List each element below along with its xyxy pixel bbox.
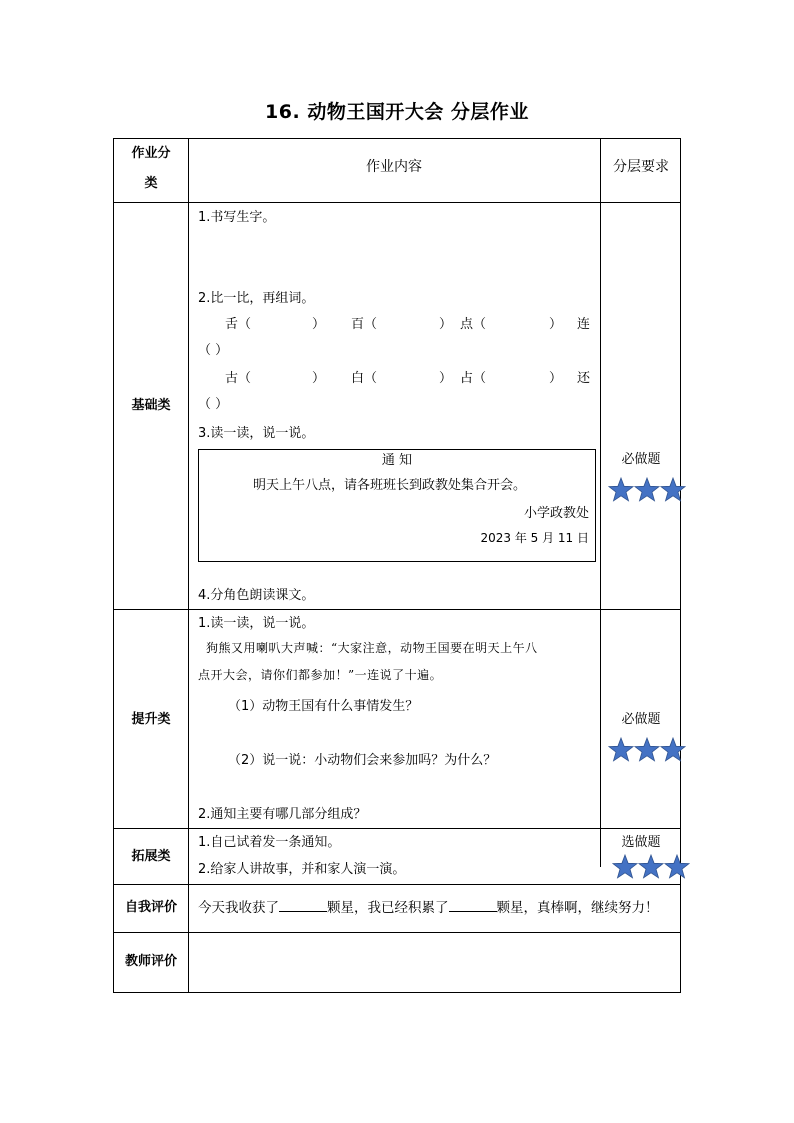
basic-requirement: 必做题 — [621, 452, 661, 467]
column-divider — [600, 139, 601, 867]
advanced-item-1: 1.读一读，说一说。 — [198, 616, 315, 631]
row-divider — [114, 884, 680, 885]
word-compare-row-2-cont: （ ） — [198, 397, 229, 412]
basic-item-2: 2.比一比，再组词。 — [198, 291, 315, 306]
star-count-blank[interactable] — [279, 899, 327, 912]
basic-item-1: 1.书写生字。 — [198, 210, 276, 225]
extension-item-2: 2.给家人讲故事，并和家人演一演。 — [198, 862, 406, 877]
basic-item-4: 4.分角色朗读课文。 — [198, 588, 315, 603]
notice-box — [198, 449, 596, 562]
star-icon — [634, 477, 660, 502]
header-category-line1: 作业分 — [131, 146, 171, 161]
notice-body: 明天上午八点，请各班班长到政教处集合开会。 — [253, 478, 527, 493]
extension-category: 拓展类 — [131, 849, 171, 864]
star-icon — [608, 477, 634, 502]
basic-category: 基础类 — [131, 398, 171, 413]
advanced-star-rating — [608, 737, 686, 762]
passage-line-2: 点开大会，请你们都参加！”一连说了十遍。 — [198, 668, 443, 682]
basic-star-rating — [608, 477, 686, 502]
teacher-eval-area[interactable] — [189, 933, 680, 992]
extension-requirement: 选做题 — [621, 835, 661, 850]
notice-sender: 小学政教处 — [523, 506, 589, 521]
row-divider — [114, 828, 680, 829]
star-icon — [634, 737, 660, 762]
teacher-eval-category: 教师评价 — [124, 954, 177, 969]
advanced-item-2: 2.通知主要有哪几部分组成？ — [198, 807, 367, 822]
row-divider — [114, 609, 680, 610]
advanced-category: 提升类 — [131, 712, 171, 727]
header-content: 作业内容 — [366, 159, 422, 175]
notice-date: 2023 年 5 月 11 日 — [480, 531, 589, 545]
extension-item-1: 1.自己试着发一条通知。 — [198, 835, 341, 850]
self-eval-sentence: 今天我收获了 颗星，我已经积累了 颗星，真棒啊，继续努力！ — [198, 900, 659, 916]
row-divider — [114, 202, 680, 203]
star-icon — [664, 854, 690, 879]
advanced-question-1: （1）动物王国有什么事情发生？ — [228, 699, 419, 714]
star-icon — [638, 854, 664, 879]
star-icon — [608, 737, 634, 762]
advanced-requirement: 必做题 — [621, 712, 661, 727]
self-eval-category: 自我评价 — [124, 900, 177, 915]
column-divider — [188, 139, 189, 992]
header-requirement: 分层要求 — [613, 159, 669, 175]
star-icon — [660, 737, 686, 762]
word-compare-row-1-cont: （ ） — [198, 343, 229, 358]
passage-line-1: 狗熊又用喇叭大声喊：“大家注意，动物王国要在明天上午八 — [206, 641, 538, 655]
star-icon — [660, 477, 686, 502]
extension-star-rating — [612, 854, 690, 879]
homework-table: 作业分 类 作业内容 分层要求 基础类 1.书写生字。 2.比一比，再组词。 舌（ ） 百（ ） 点（ ） 连 （ ） 古（ ） 白（ ） 占（ ） 还 （ ） 3.读一读，说一说。 通 知 明天上午八点，请各班班长到政教处集合开会。 小学政教处 2023 年 5 月 11 日 4.分角色朗读课文。 必做题 提升类 1.读一读，说一说。 狗熊又用喇叭大声喊：“大家注意，动物王国要在明天上午八 点开大会，请你们都参加！”一连说了十遍。 （1）动物王国有什么事情发生？ （2）说一说：小动物们会来参加吗？为什么？ 2.通知主要有哪几部分组成？ 必做题 拓展类 1.自己试着发一条通知。 2.给家人讲故事，并和家人演一演。 选做题 自我评价 今天我收获了 颗星，我已经积累了 颗星，真棒啊，继续努力！ 教师评价 — [113, 138, 681, 993]
total-star-blank[interactable] — [449, 899, 497, 912]
page-title: 16. 动物王国开大会 分层作业 — [265, 101, 529, 123]
star-icon — [612, 854, 638, 879]
header-category-line2: 类 — [144, 176, 158, 191]
advanced-question-2: （2）说一说：小动物们会来参加吗？为什么？ — [228, 753, 497, 768]
notice-title: 通 知 — [381, 453, 413, 468]
basic-item-3: 3.读一读，说一说。 — [198, 426, 315, 441]
